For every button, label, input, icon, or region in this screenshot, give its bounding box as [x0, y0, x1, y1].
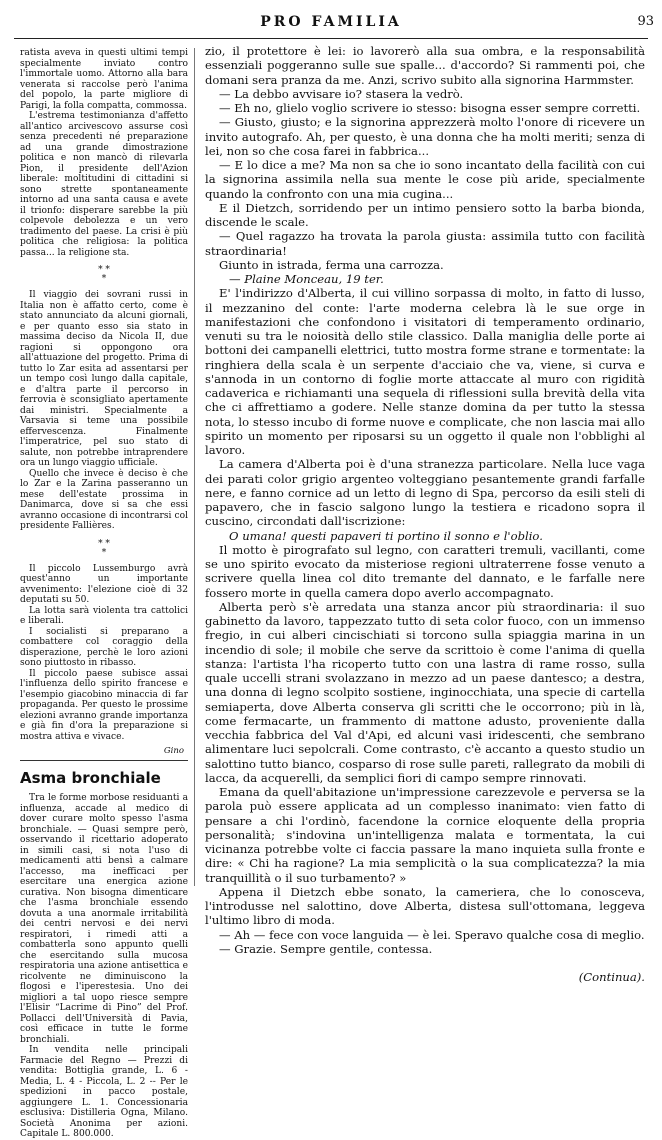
story-paragraph: Giunto in istrada, ferma una carrozza.	[219, 257, 444, 272]
story-paragraph: Il motto è pirografato sul legno, con caratteri tremuli, vacillanti, come se uno spirito evocato da misteriose regioni ultraterrene fosse venuto a scrivere quella linea col dito tremante del dannato, e le farfalle nere fossero morte in quella camera dopo averlo accompagnato.	[205, 542, 645, 600]
journal-title: PRO FAMILIA	[260, 14, 402, 30]
section-stars: * * *	[98, 538, 110, 558]
news-paragraph: ratista aveva in questi ultimi tempi specialmente inviato contro l'immortale uomo. Attorno alla bara venerata si raccolse però l'anima del popolo, la parte migliore di Parigi, la folla compatta, commossa.	[20, 48, 188, 111]
ad-title: Asma bronchiale	[20, 769, 161, 787]
page-number: 93	[637, 14, 654, 29]
header-rule	[14, 38, 648, 39]
story-paragraph: — Eh no, glielo voglio scrivere io stesso: bisogna esser sempre corretti.	[219, 101, 641, 115]
story-paragraph: E il Dietzch, sorridendo per un intimo pensiero sotto la barba bionda, discende le scale.	[205, 200, 645, 229]
author-signature: Gino	[163, 746, 184, 756]
story-paragraph: Emana da quell'abitazione un'impressione carezzevole e perversa se la parola può essere applicata ad un complesso inanimato: vien fatto di pensare a chi l'ordinò, facendone la cornice eloquente della propria personalità; s'indovina un'intelligenza malata e tormentata, la cui vicinanza potrebbe volte ci faccia passare la mano inquieta sulla fronte e dire: « Chi ha ragione? La mia semplicità o la sua complicatezza? la mia tranquillità o il suo turbamento? »	[205, 785, 645, 885]
address-line: — Plaine Monceau, 19 ter.	[229, 272, 384, 286]
news-paragraph: Il piccolo paese subisce assai l'influenza dello spirito francese e l'esempio giacobino minaccia di far propaganda. Per questo le prossime elezioni avranno grande importanza e già fin d'ora la preparazione si mostra attiva e vivace.	[20, 668, 188, 742]
inscription-line: O umana! questi papaveri ti portino il sonno e l'oblio.	[229, 528, 543, 543]
story-paragraph: zio, il protettore è lei: io lavorerò alla sua ombra, e la responsabilità essenziali poggeranno sulle sue spalle... d'accordo? Si rammenti poi, che domani sera pranza da me. Anzi, scrivo subito alla signorina Harmmster.	[205, 44, 645, 87]
story-paragraph: E' l'indirizzo d'Alberta, il cui villino sorpassa di molto, in fatto di lusso, il mezzanino del conte: l'arte moderna celebra là le sue orge in manifestazioni che confondono i visitatori di temperamento ordinario, venuti su tra le noiosità dello stile classico. Dalla maniglia delle porte ai bottoni dei campanelli elettrici, tutto mostra forme strane e tormentate: la ringhiera della scala è un serpente d'acciaio che va, viene, si curva e s'annoda in un contorno di foglie morte attaccate al muro con rigidità cadaverica e richiamanti una sequela di riflessioni sulla brevità della vita che ci affrettiamo a godere. Nelle stanze domina da per tutto la stessa nota, lo stesso incubo di forme nuove e complicate, che non lascia mai allo spirito un momento per riposarsi su un oggetto il quale non l'obblighi al lavoro.	[205, 286, 645, 457]
story-paragraph: — La debbo avvisare io? stasera la vedrò.	[219, 86, 464, 101]
section-divider	[20, 760, 188, 761]
story-paragraph: Appena il Dietzch ebbe sonato, la cameriera, che lo conosceva, l'introdusse nel salottino, dove Alberta, distesa sull'ottomana, leggeva l'ultimo libro di moda.	[205, 884, 645, 928]
ad-body: Tra le forme morbose residuanti a influenza, accade al medico di dover curare molto spesso l'asma bronchiale. — Quasi sempre però, osservando il ricettario adoperato in simili casi, si nota l'uso di medicamenti atti bensì a calmare l'accesso, ma inefficaci per esercitare una energica azione curativa. Non bisogna dimenticare che l'asma bronchiale essendo dovuta a una anormale irritabilità dei centri nervosi e dei nervi respiratori, i rimedi atti a combatterla sono appunto quelli che esercitando sulla mucosa respiratoria una azione antisettica e ricolvente ne diminuiscono la flogosi e l'iperestesia. Uno dei migliori a tal uopo riesce sempre l'Elisir “Lacrime di Pino” del Prof. Pollacci dell'Università di Pavia, così efficace in tutte le forme bronchiali.	[20, 793, 188, 1045]
continua-label: (Continua).	[578, 970, 645, 984]
news-paragraph: I socialisti si preparano a combattere col coraggio della disperazione, perchè le loro azioni sono piuttosto in ribasso.	[20, 626, 188, 668]
news-paragraph: La lotta sarà violenta tra cattolici e liberali.	[20, 605, 188, 626]
left-column	[20, 48, 188, 1139]
section-stars: * * *	[98, 265, 110, 284]
story-paragraph: — Ah — fece con voce languida — è lei. Speravo qualche cosa di meglio.	[219, 927, 645, 942]
column-divider	[194, 48, 195, 886]
page-header	[8, 14, 654, 36]
story-paragraph: Alberta però s'è arredata una stanza ancor più straordinaria: il suo gabinetto da lavoro, tappezzato tutto di seta color fuoco, con un immenso fregio, in cui alberi cincischiati si torcono sulla spiaggia marina in un incendio di sole; il mobile che serve da scrittoio è come l'anima di quella stanza: l'artista l'ha ricoperto tutto con una lastra di rame rosso, sulla quale uccelli strani svolazzano in mezzo ad un paese dantesco; a destra, una donna di legno scolpito sostiene, inginocchiata, una specie di cartella semiaperta, dove Alberta conserva gli scritti che le occorrono; più in là, come fermacarte, un frammento di mattone adusto, proveniente dalla vecchia fabbrica del Val d'Api, ed alcuni vasi iridescenti, che sembrano alimentare luci sepolcrali. Come contrasto, c'è accanto a questo studio un salottino tutto bianco, cosparso di rose sulle pareti, rallegrato da mobili di lacca, da acquerelli, da semplici fiori di campo sempre rinnovati.	[205, 599, 645, 785]
story-paragraph: La camera d'Alberta poi è d'una stranezza particolare. Nella luce vaga dei parati color grigio argenteo volteggiano pesantemente grandi farfalle nere, e fanno cornice ad un letto di legno di Spa, percorso da esili steli di papavero, che in fascio salgono lungo la testiera e ricadono sopra il cuscino, circondati dall'iscrizione:	[205, 457, 645, 529]
right-column	[205, 44, 645, 984]
news-paragraph: Il viaggio dei sovrani russi in Italia non è affatto certo, come è stato annunciato da alcuni giornali, e per quanto esso sia stato in massima deciso da Nicola II, due ragioni si oppongono ora all'attuazione del progetto. Prima di tutto lo Zar esita ad assentarsi per un tempo così lungo dalla capitale, e d'altra parte il percorso in ferrovia è sconsigliato apertamente dai ministri. Specialmente a Varsavia si teme una possibile effervescenza. Finalmente l'imperatrice, pel suo stato di salute, non potrebbe intraprendere ora un lungo viaggio ufficiale.	[20, 290, 188, 468]
news-paragraph: Il piccolo Lussemburgo avrà quest'anno un importante avvenimento: l'elezione cioè di 32 deputati su 50.	[20, 563, 188, 605]
story-paragraph: — Quel ragazzo ha trovata la parola giusta: assimila tutto con facilità straordinaria!	[205, 229, 645, 258]
story-paragraph: — Giusto, giusto; e la signorina apprezzerà molto l'onore di ricevere un invito autografo. Ah, per questo, è una donna che ha molti meriti; senza di lei, non so che cosa farei in fabbrica...	[205, 115, 645, 158]
story-paragraph: — Grazie. Sempre gentile, contessa.	[219, 941, 433, 956]
ad-sales-info: In vendita nelle principali Farmacie del Regno — Prezzi di vendita: Bottiglia grande, L. 6 - Media, L. 4 - Piccola, L. 2 -- Per le spedizioni in pacco postale, aggiungere L. 1. Concessionaria esclusiva: Distilleria Ogna, Milano. Società Anonima per azioni. Capitale L. 800.000.	[20, 1045, 188, 1139]
story-paragraph: — E lo dice a me? Ma non sa che io sono incantato della facilità con cui la signorina assimila nella sua mente le cose più aride, specialmente quando la confronto con una mia cugina...	[205, 158, 645, 201]
news-paragraph: L'estrema testimonianza d'affetto all'antico arcivescovo assurse così senza precedenti né preparazione ad una grande dimostrazione politica e non mancò di rilevarla Pion, il presidente dell'Azion liberale: moltitudini di cittadini si sono strette spontaneamente intorno ad una santa causa e avete il trionfo: disperare sarebbe la più colpevole debolezza e un vero tradimento del paese. La crisi è più politica che religiosa: la politica passa... la religione sta.	[20, 111, 188, 258]
news-paragraph: Quello che invece è deciso è che lo Zar e la Zarina passeranno un mese dell'estate prossima in Danimarca, dove si sa che essi avranno occasione di incontrarsi col presidente Fallières.	[20, 468, 188, 531]
